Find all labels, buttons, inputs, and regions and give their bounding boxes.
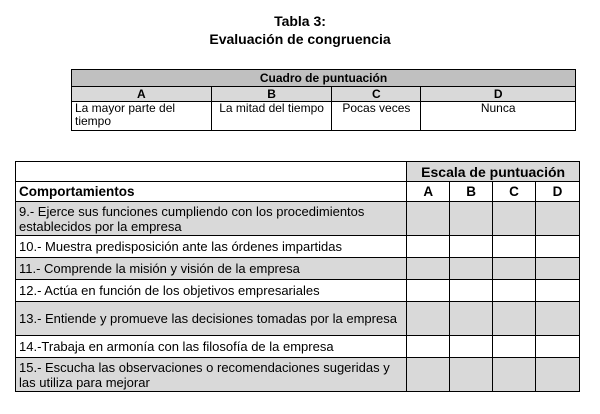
legend-header: Cuadro de puntuación xyxy=(72,70,576,87)
score-cell-a[interactable] xyxy=(407,202,450,236)
score-cell-a[interactable] xyxy=(407,336,450,358)
score-cell-a[interactable] xyxy=(407,280,450,302)
legend-desc-d: Nunca xyxy=(421,102,576,131)
score-cell-a[interactable] xyxy=(407,236,450,258)
legend-letter-a: A xyxy=(72,87,212,102)
table-title: Evaluación de congruencia xyxy=(209,31,391,47)
table-row xyxy=(16,258,580,280)
column-header-b: B xyxy=(450,182,493,202)
score-cell-b[interactable] xyxy=(450,358,493,392)
item-text: 11.- Comprende la misión y visión de la empresa xyxy=(16,258,407,280)
scale-header: Escala de puntuación xyxy=(407,162,580,182)
score-cell-c[interactable] xyxy=(493,236,536,258)
table-row xyxy=(16,236,580,258)
score-cell-d[interactable] xyxy=(536,258,580,280)
score-cell-c[interactable] xyxy=(493,202,536,236)
score-cell-b[interactable] xyxy=(450,336,493,358)
score-cell-b[interactable] xyxy=(450,202,493,236)
table-row xyxy=(16,336,580,358)
legend-letter-b: B xyxy=(211,87,332,102)
item-text: 10.- Muestra predisposición ante las órdenes impartidas xyxy=(16,236,407,258)
score-cell-d[interactable] xyxy=(536,202,580,236)
score-cell-d[interactable] xyxy=(536,336,580,358)
table-row xyxy=(16,358,580,392)
legend-letter-d: D xyxy=(421,87,576,102)
legend-desc-a: La mayor parte del tiempo xyxy=(72,102,212,131)
table-row xyxy=(16,302,580,336)
score-cell-b[interactable] xyxy=(450,258,493,280)
column-header-c: C xyxy=(493,182,536,202)
score-cell-c[interactable] xyxy=(493,302,536,336)
table-row xyxy=(16,280,580,302)
score-cell-d[interactable] xyxy=(536,358,580,392)
column-header-a: A xyxy=(407,182,450,202)
table-row xyxy=(16,202,580,236)
score-cell-a[interactable] xyxy=(407,258,450,280)
score-cell-c[interactable] xyxy=(493,336,536,358)
legend-desc-b: La mitad del tiempo xyxy=(211,102,332,131)
score-cell-b[interactable] xyxy=(450,280,493,302)
legend-letter-c: C xyxy=(332,87,421,102)
evaluation-table xyxy=(15,161,580,392)
score-cell-a[interactable] xyxy=(407,302,450,336)
score-cell-c[interactable] xyxy=(493,358,536,392)
item-text: 15.- Escucha las observaciones o recomendaciones sugeridas y las utiliza para mejorar xyxy=(16,358,407,392)
item-text: 14.-Trabaja en armonía con las filosofía de la empresa xyxy=(16,336,407,358)
item-text: 13.- Entiende y promueve las decisiones tomadas por la empresa xyxy=(16,302,407,336)
legend-desc-c: Pocas veces xyxy=(332,102,421,131)
score-cell-b[interactable] xyxy=(450,302,493,336)
behaviors-header: Comportamientos xyxy=(16,182,407,202)
item-text: 9.- Ejerce sus funciones cumpliendo con los procedimientos establecidos por la empresa xyxy=(16,202,407,236)
score-cell-a[interactable] xyxy=(407,358,450,392)
table-number: Tabla 3: xyxy=(274,13,326,29)
score-cell-d[interactable] xyxy=(536,236,580,258)
empty-header-cell xyxy=(16,162,407,182)
score-legend-table xyxy=(71,69,576,131)
score-cell-d[interactable] xyxy=(536,280,580,302)
score-cell-c[interactable] xyxy=(493,280,536,302)
score-cell-d[interactable] xyxy=(536,302,580,336)
score-cell-b[interactable] xyxy=(450,236,493,258)
score-cell-c[interactable] xyxy=(493,258,536,280)
column-header-d: D xyxy=(536,182,580,202)
item-text: 12.- Actúa en función de los objetivos empresariales xyxy=(16,280,407,302)
